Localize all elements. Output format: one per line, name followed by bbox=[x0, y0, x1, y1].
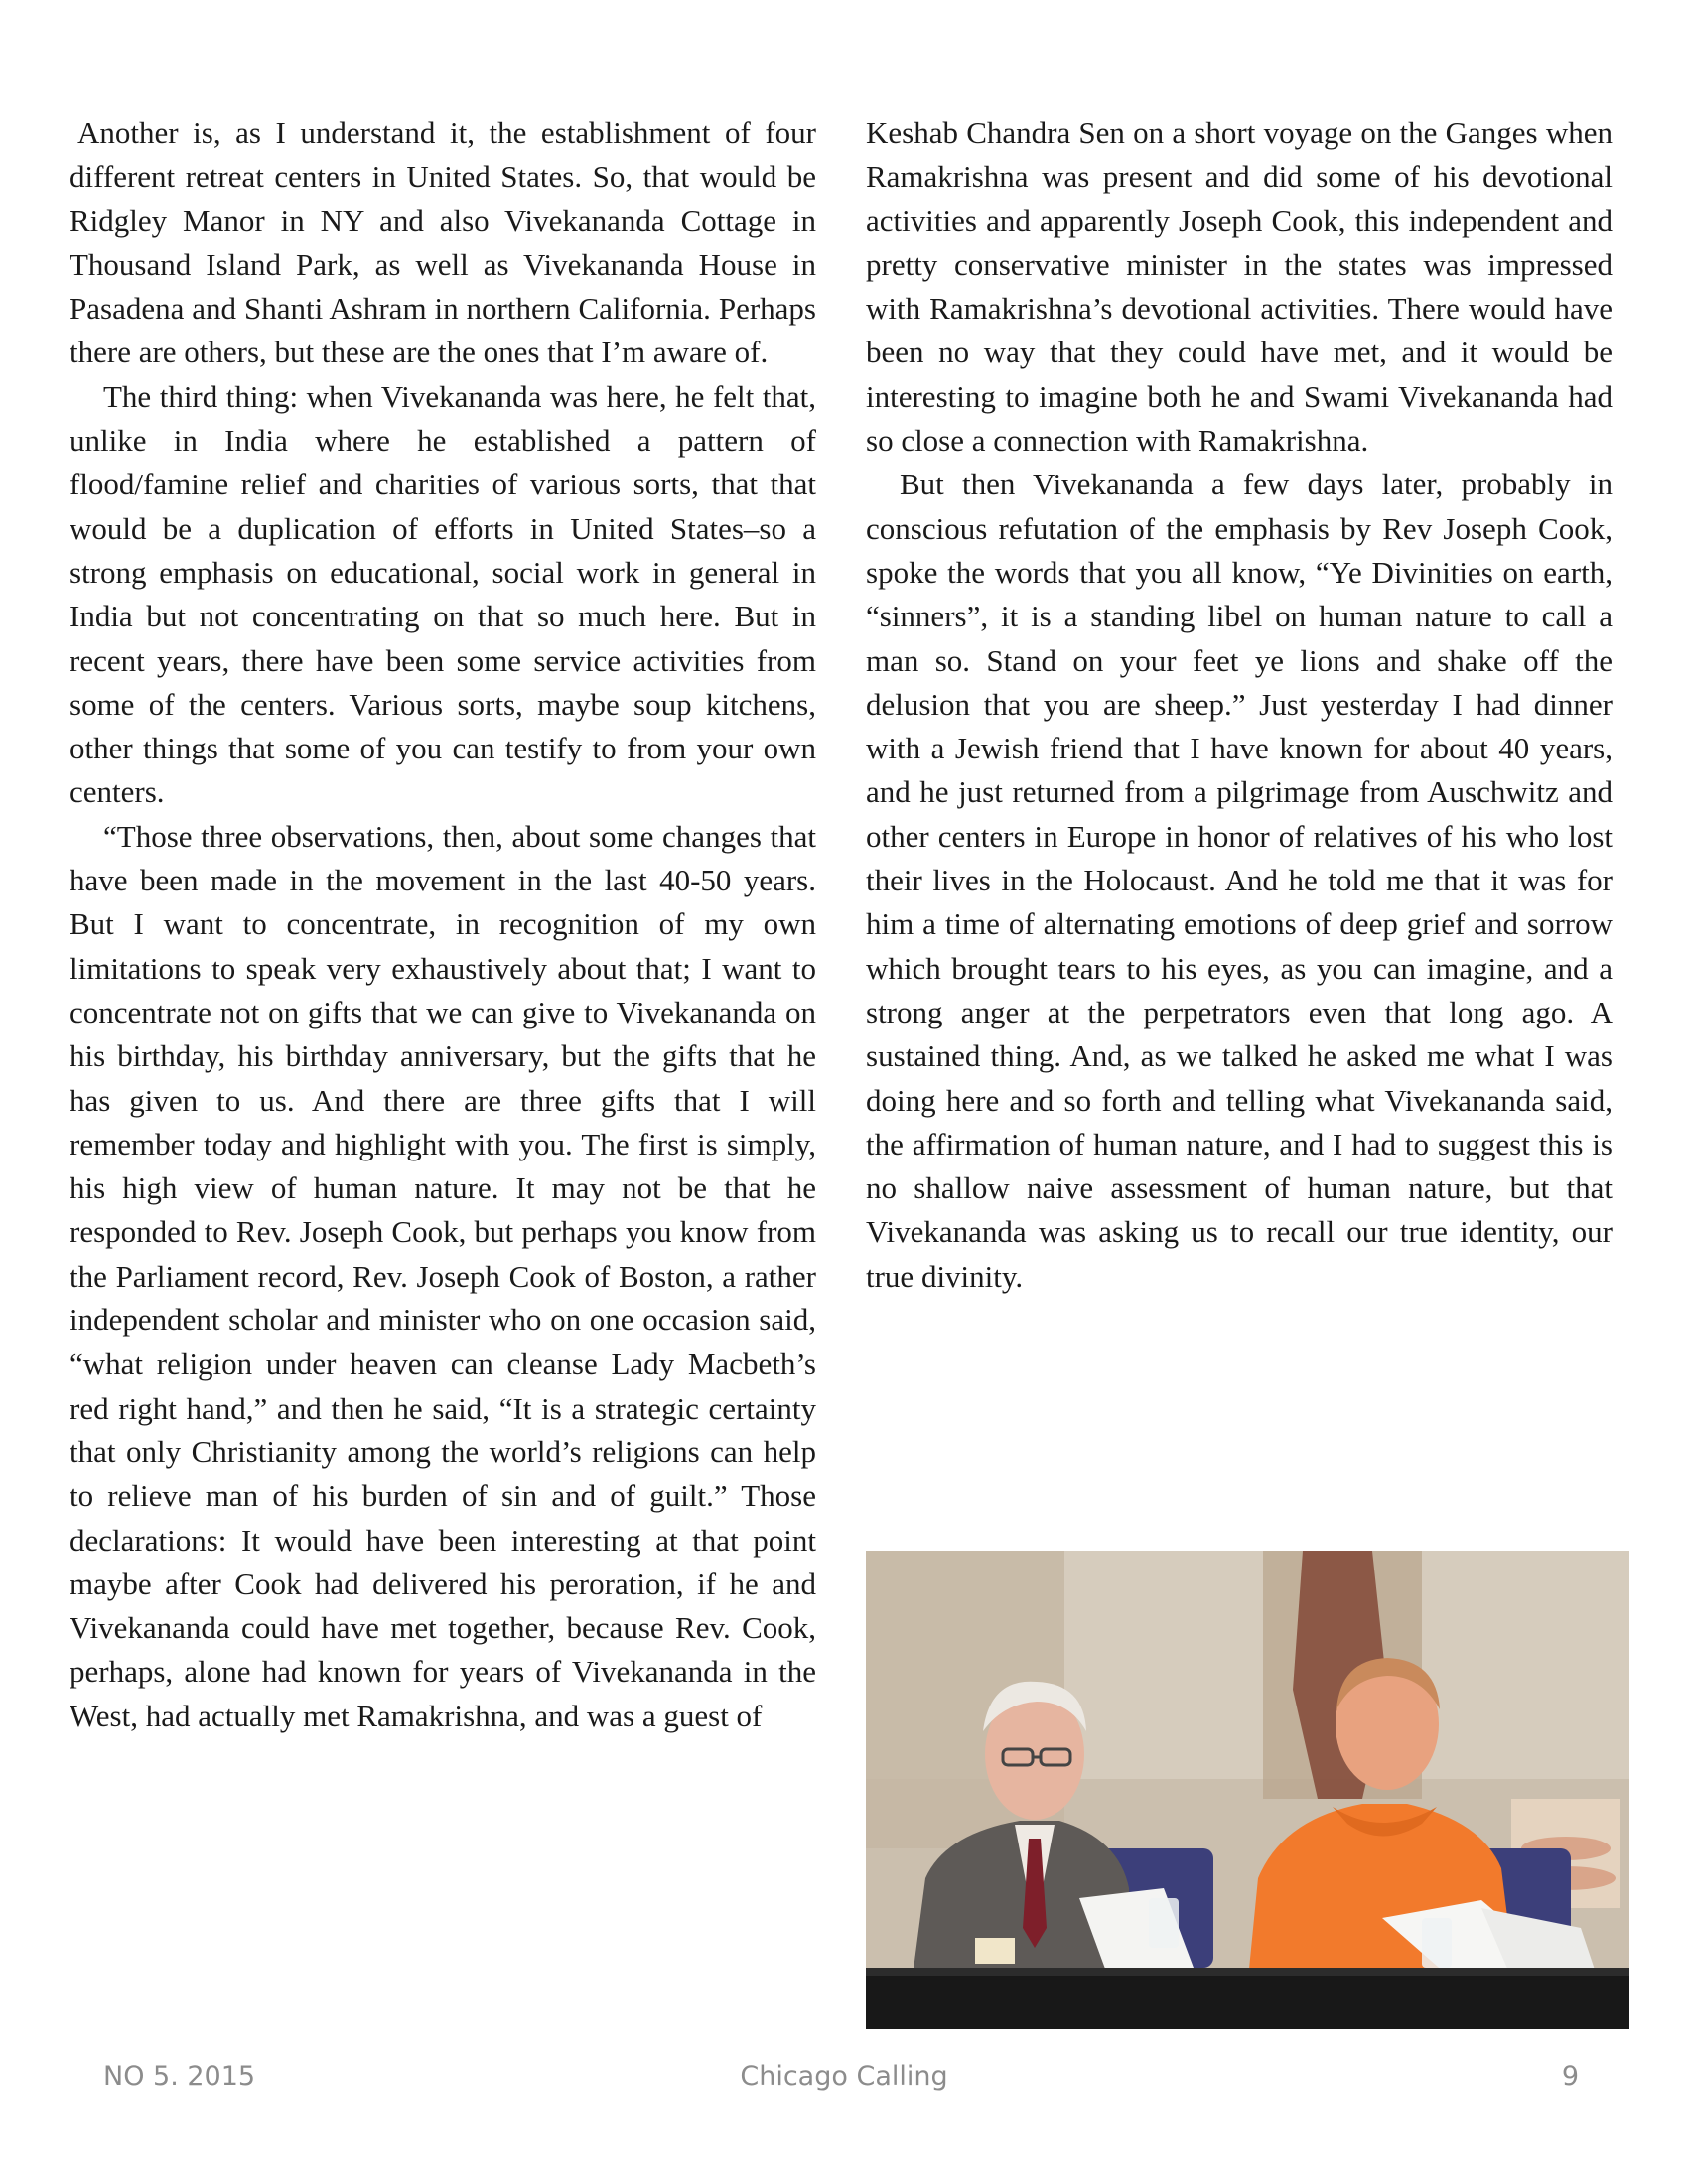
paragraph-third-thing: The third thing: when Vivekananda was here, he felt that, unlike in India where he established a pattern of flood/famine relief and charities of various sorts, that that would be a duplication of efforts in United States–so a strong emphasis on educational, social work in general in India but not concentrating on that so much here. But in recent years, there have been some service activities from some of the centers. Various sorts, maybe soup kitchens, other things that some of you can testify to from your own centers. bbox=[70, 378, 816, 810]
right-text-column bbox=[866, 111, 1613, 1298]
event-photo-illustration bbox=[866, 1551, 1629, 2029]
footer-publication: Chicago Calling bbox=[740, 2061, 948, 2092]
paragraph-keshab-chandra-sen: Keshab Chandra Sen on a short voyage on the Ganges when Ramakrishna was present and did some of his devotional activities and apparently Joseph Cook, this independent and pretty conservative minister in the states was impressed with Ramakrishna’s devotional activities. There would have been no way that they could have met, and it would be interesting to imagine both he and Swami Vivekananda had so close a connection with Ramakrishna. bbox=[866, 115, 1613, 459]
footer-page-number: 9 bbox=[1561, 2061, 1579, 2092]
paragraph-retreat-centers: Another is, as I understand it, the establishment of four different retreat centers in United States. So, that would be Ridgley Manor in NY and also Vivekananda Cottage in Thousand Island Park, as well as Vivekananda House in Pasadena and Shanti Ashram in northern California. Perhaps there are others, but these are the ones that I’m aware of. bbox=[70, 115, 816, 370]
footer-issue: NO 5. 2015 bbox=[103, 2061, 256, 2092]
paragraph-three-observations: “Those three observations, then, about some changes that have been made in the movement in the last 40-50 years. But I want to concentrate, in recognition of my own limitations to speak very exhaustively about that; I want to concentrate not on gifts that we can give to Vivekananda on his birthday, his birthday anniversary, but the gifts that he has given to us. And there are three gifts that I will remember today and highlight with you. The first is simply, his high view of human nature. It may not be that he responded to Rev. Joseph Cook, but perhaps you know from the Parliament record, Rev. Joseph Cook of Boston, a rather independent scholar and minister who on one occasion said, “what religion under heaven can cleanse Lady Macbeth’s red right hand,” and then he said, “It is a strategic certainty that only Christianity among the world’s religions can help to relieve man of his burden of sin and of guilt.” Those declarations: It would have been interesting at that point maybe after Cook had delivered his peroration, if he and Vivekananda could have met together, because Rev. Cook, perhaps, alone had known for years of Vivekananda in the West, had actually met Ramakrishna, and was a guest of bbox=[70, 818, 816, 1733]
paragraph-ye-divinities: But then Vivekananda a few days later, probably in conscious refutation of the emphasis by Rev Joseph Cook, spoke the words that you all know, “Ye Divinities on earth, “sinners”, it is a standing libel on human nature to call a man so. Stand on your feet ye lions and shake off the delusion that you are sheep.” Just yesterday I had dinner with a Jewish friend that I have known for about 40 years, and he just returned from a pilgrimage from Auschwitz and other centers in Europe in honor of relatives of his who lost their lives in the Holocaust. And he told me that it was for him a time of alternating emotions of deep grief and sorrow which brought tears to his eyes, as you can imagine, and a strong anger at the perpetrators even that long ago. A sustained thing. And, as we talked he asked me what I was doing here and so forth and telling what Vivekananda said, the affirmation of human nature, and I had to suggest this is no shallow naive assessment of human nature, but that Vivekananda was asking us to recall our true identity, our true divinity. bbox=[866, 467, 1613, 1294]
event-photo bbox=[866, 1551, 1629, 2029]
left-text-column bbox=[70, 111, 816, 1738]
